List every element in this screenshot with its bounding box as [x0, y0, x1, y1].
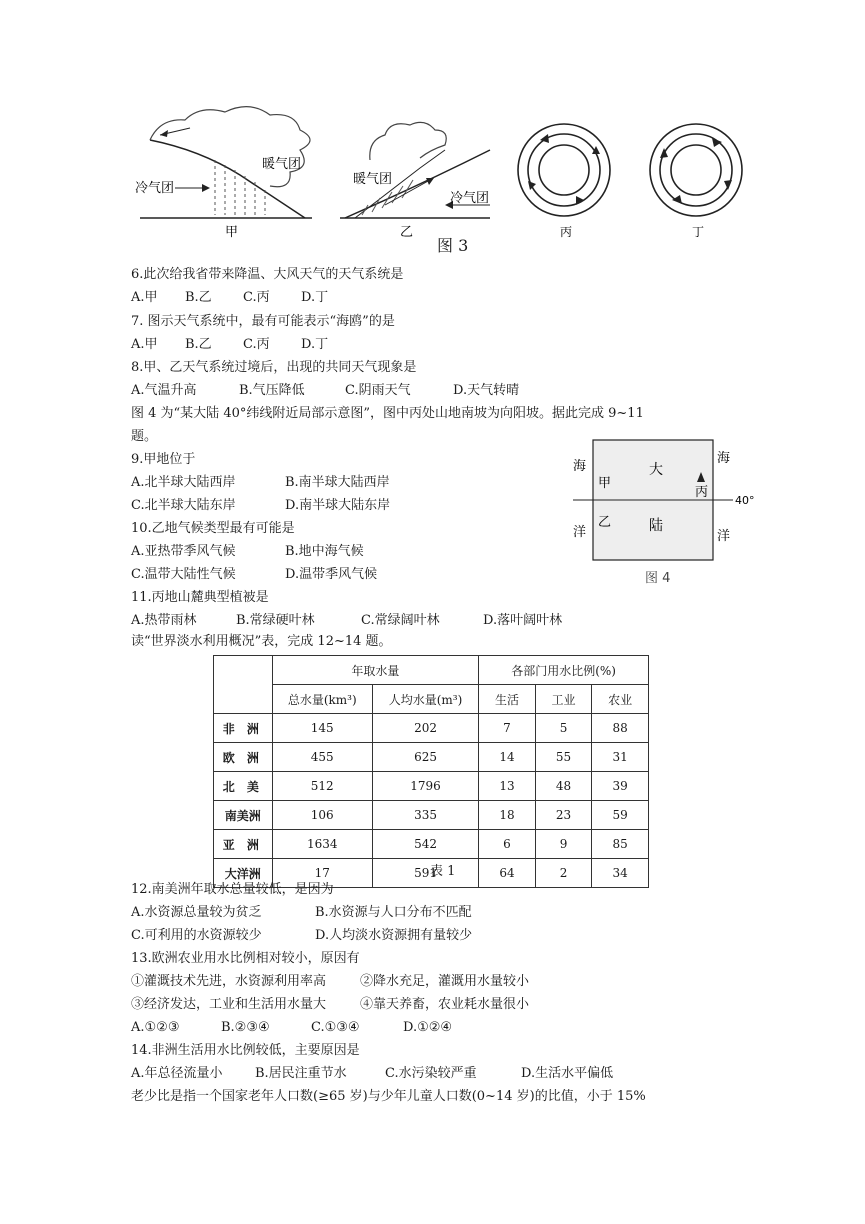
cell: 1634 [272, 830, 372, 859]
col-total: 总水量(km³) [272, 685, 372, 714]
q13-option-b[interactable]: B.②③④ [221, 1020, 270, 1035]
q13-item-1: ①灌溉技术先进，水资源利用率高 [131, 974, 327, 989]
q9-option-b[interactable]: B.南半球大陆西岸 [285, 475, 390, 490]
point-bing: 丙 [695, 485, 709, 500]
jia-warm-label: 暖气团 [262, 157, 302, 172]
table-row [214, 714, 649, 743]
jia-label: 甲 [225, 225, 239, 240]
cell: 14 [479, 743, 536, 772]
row-header: 北 美 [214, 772, 273, 801]
figure-4 [565, 432, 755, 592]
group-sector-ratio: 各部门用水比例(%) [479, 656, 649, 685]
col-domestic: 生活 [479, 685, 536, 714]
q12-stem: 12.南美洲年取水总量较低，是因为 [131, 882, 334, 897]
figure-4-caption: 图 4 [645, 571, 671, 586]
row-header: 大洋洲 [214, 859, 273, 888]
q6-option-b[interactable]: B.乙 [185, 290, 212, 305]
q13-items-row1 [131, 972, 529, 992]
q12-row2 [131, 926, 472, 946]
q7-option-b[interactable]: B.乙 [185, 337, 212, 352]
ding-label: 丁 [692, 225, 705, 239]
cell: 64 [479, 859, 536, 888]
table-1-caption: 表 1 [430, 864, 456, 879]
figure-3-caption: 图 3 [437, 236, 469, 255]
jia-cold-label: 冷气团 [135, 181, 175, 196]
panel-jia [135, 107, 312, 240]
q10-stem: 10.乙地气候类型最有可能是 [131, 521, 295, 536]
q13-item-2: ②降水充足，灌溉用水量较小 [360, 974, 530, 989]
q13-option-d[interactable]: D.①②④ [403, 1020, 453, 1035]
cell: 2 [535, 859, 592, 888]
yi-cold-label: 冷气团 [450, 191, 490, 206]
q9-stem: 9.甲地位于 [131, 452, 196, 467]
intro-fig4-line1: 图 4 为“某大陆 40°纬线附近局部示意图”，图中丙处山地南坡为向阳坡。据此完成 9~11 [131, 406, 644, 421]
col-per-capita: 人均水量(m³) [372, 685, 478, 714]
cell: 13 [479, 772, 536, 801]
continent-map [565, 432, 755, 592]
bing-label: 丙 [560, 225, 573, 239]
cell: 591 [372, 859, 478, 888]
q13-option-a[interactable]: A.①②③ [131, 1020, 180, 1035]
q14-stem: 14.非洲生活用水比例较低，主要原因是 [131, 1043, 360, 1058]
q13-items-row2 [131, 995, 529, 1015]
cell: 6 [479, 830, 536, 859]
q12-option-b[interactable]: B.水资源与人口分布不匹配 [315, 905, 472, 920]
intro-fig4-line2: 题。 [131, 429, 158, 444]
yi-label: 乙 [400, 225, 414, 240]
q10-row1 [131, 542, 364, 562]
cell: 7 [479, 714, 536, 743]
cell: 202 [372, 714, 478, 743]
q8-options [131, 381, 519, 401]
q8-option-b[interactable]: B.气压降低 [239, 383, 305, 398]
q6-option-d[interactable]: D.丁 [301, 290, 329, 305]
cell: 55 [535, 743, 592, 772]
sea-left-top: 海 [573, 459, 587, 474]
cell: 18 [479, 801, 536, 830]
q7-option-a[interactable]: A.甲 [131, 337, 158, 352]
q9-row2 [131, 496, 390, 516]
col-agriculture: 农业 [592, 685, 649, 714]
q11-option-a[interactable]: A.热带雨林 [131, 613, 197, 628]
q11-option-b[interactable]: B.常绿硬叶林 [236, 613, 315, 628]
q9-option-c[interactable]: C.北半球大陆东岸 [131, 498, 236, 513]
sea-right-bottom: 洋 [717, 529, 731, 544]
q13-stem: 13.欧洲农业用水比例相对较小，原因有 [131, 951, 360, 966]
q7-options [131, 335, 328, 355]
q11-option-d[interactable]: D.落叶阔叶林 [483, 613, 563, 628]
q9-option-d[interactable]: D.南半球大陆东岸 [285, 498, 391, 513]
cell: 23 [535, 801, 592, 830]
q12-option-a[interactable]: A.水资源总量较为贫乏 [131, 905, 262, 920]
q11-stem: 11.丙地山麓典型植被是 [131, 590, 269, 605]
point-yi: 乙 [598, 515, 612, 530]
q7-option-c[interactable]: C.丙 [243, 337, 270, 352]
land-bottom: 陆 [649, 518, 663, 534]
table-row [214, 772, 649, 801]
intro-table: 读“世界淡水利用概况”表，完成 12~14 题。 [131, 634, 392, 649]
q12-option-d[interactable]: D.人均淡水资源拥有量较少 [315, 928, 473, 943]
panel-bing [518, 124, 610, 216]
cell: 145 [272, 714, 372, 743]
q11-option-c[interactable]: C.常绿阔叶林 [361, 613, 440, 628]
cell: 106 [272, 801, 372, 830]
q9-option-a[interactable]: A.北半球大陆西岸 [131, 475, 236, 490]
cell: 542 [372, 830, 478, 859]
sea-right-top: 海 [717, 451, 731, 466]
land-top: 大 [649, 462, 663, 478]
cell: 17 [272, 859, 372, 888]
latitude-label: 40° [735, 494, 755, 507]
q6-option-c[interactable]: C.丙 [243, 290, 270, 305]
cell: 1796 [372, 772, 478, 801]
q11-options [131, 611, 562, 631]
cell: 48 [535, 772, 592, 801]
figure-3 [0, 0, 865, 262]
q10-option-a[interactable]: A.亚热带季风气候 [131, 544, 236, 559]
cell: 34 [592, 859, 649, 888]
col-industry: 工业 [535, 685, 592, 714]
panel-ding [650, 124, 742, 216]
cell: 5 [535, 714, 592, 743]
q10-option-c[interactable]: C.温带大陆性气候 [131, 567, 236, 582]
q14-options [131, 1064, 613, 1084]
sea-left-bottom: 洋 [573, 525, 587, 540]
table-row [214, 801, 649, 830]
cell: 625 [372, 743, 478, 772]
q13-options [131, 1018, 452, 1038]
row-header: 南美洲 [214, 801, 273, 830]
q13-item-3: ③经济发达，工业和生活用水量大 [131, 997, 327, 1012]
table-row [214, 743, 649, 772]
q13-option-c[interactable]: C.①③④ [311, 1020, 360, 1035]
q10-row2 [131, 565, 377, 585]
paragraph-line: 老少比是指一个国家老年人口数(≥65 岁)与少年儿童人口数(0~14 岁)的比值，小于 15% [131, 1089, 646, 1104]
q6-stem: 6.此次给我省带来降温、大风天气的天气系统是 [131, 267, 404, 282]
q7-stem: 7. 图示天气系统中，最有可能表示“海鸥”的是 [131, 314, 395, 329]
q14-option-b[interactable]: B.居民注重节水 [255, 1066, 347, 1081]
q8-option-a[interactable]: A.气温升高 [131, 383, 197, 398]
cell: 9 [535, 830, 592, 859]
row-header: 非 洲 [214, 714, 273, 743]
yi-warm-label: 暖气团 [353, 172, 393, 187]
table-corner [214, 656, 273, 714]
q7-option-d[interactable]: D.丁 [301, 337, 329, 352]
q10-option-b[interactable]: B.地中海气候 [285, 544, 364, 559]
cell: 335 [372, 801, 478, 830]
q12-row1 [131, 903, 472, 923]
q6-options [131, 288, 328, 308]
q14-option-a[interactable]: A.年总径流量小 [131, 1066, 223, 1081]
q10-option-d[interactable]: D.温带季风气候 [285, 567, 378, 582]
q14-option-c[interactable]: C.水污染较严重 [385, 1066, 477, 1081]
water-use-table [213, 655, 649, 888]
q8-option-c[interactable]: C.阴雨天气 [345, 383, 411, 398]
q9-row1 [131, 473, 390, 493]
row-header: 亚 洲 [214, 830, 273, 859]
table-row [214, 830, 649, 859]
q8-option-d[interactable]: D.天气转晴 [453, 383, 520, 398]
q12-option-c[interactable]: C.可利用的水资源较少 [131, 928, 262, 943]
q13-item-4: ④靠天养畜，农业耗水量很小 [360, 997, 530, 1012]
weather-systems-diagram [0, 0, 865, 262]
point-jia: 甲 [598, 476, 612, 491]
group-annual-withdrawal: 年取水量 [272, 656, 479, 685]
q14-option-d[interactable]: D.生活水平偏低 [521, 1066, 614, 1081]
cell: 85 [592, 830, 649, 859]
cell: 39 [592, 772, 649, 801]
cell: 31 [592, 743, 649, 772]
cell: 512 [272, 772, 372, 801]
row-header: 欧 洲 [214, 743, 273, 772]
q6-option-a[interactable]: A.甲 [131, 290, 158, 305]
cell: 88 [592, 714, 649, 743]
cell: 59 [592, 801, 649, 830]
cell: 455 [272, 743, 372, 772]
panel-yi [340, 122, 490, 240]
q8-stem: 8.甲、乙天气系统过境后，出现的共同天气现象是 [131, 360, 417, 375]
